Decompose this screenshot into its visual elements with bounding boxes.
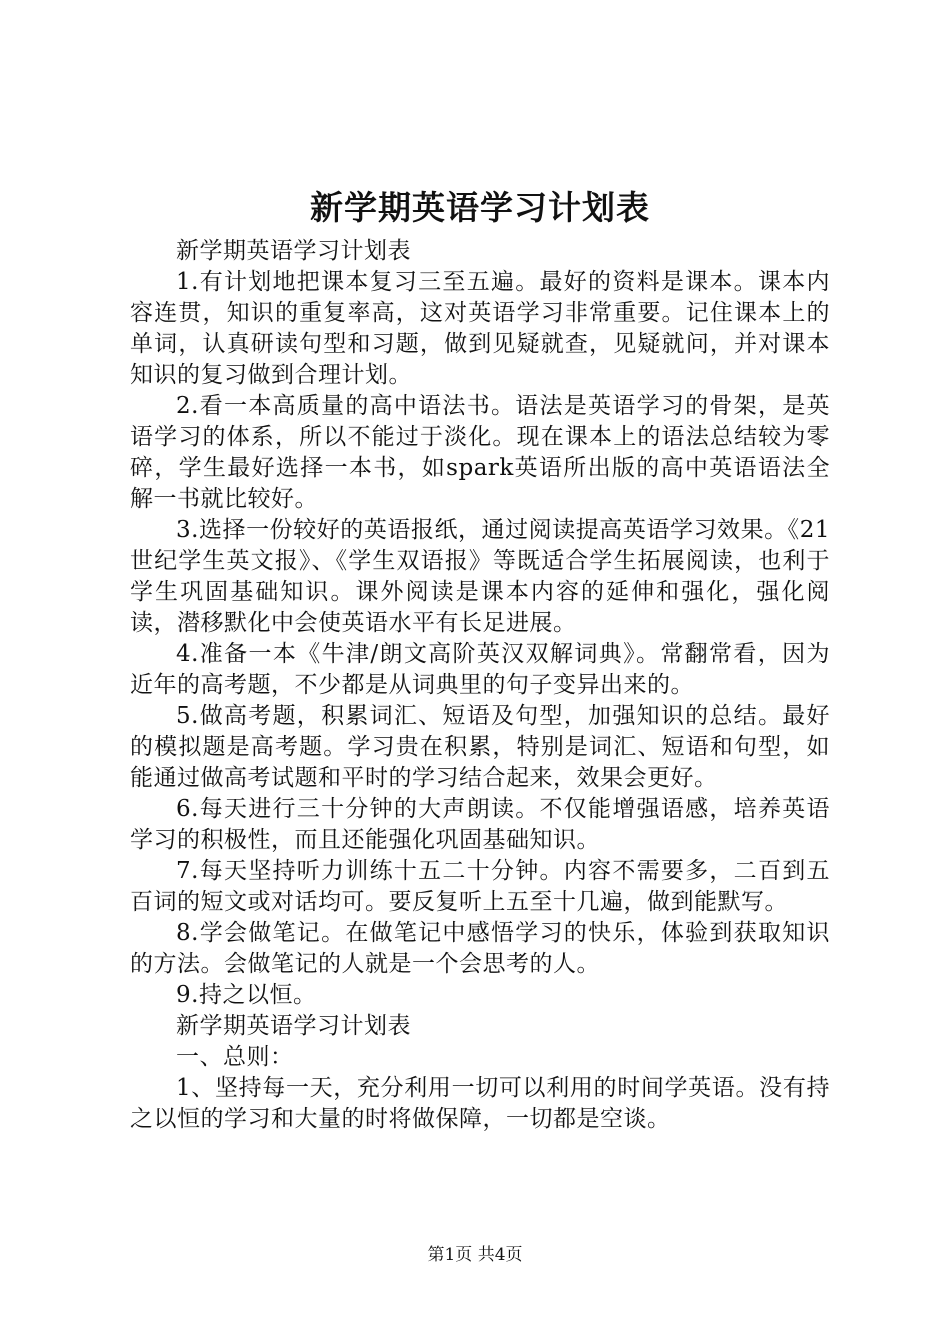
paragraph: 5.做高考题，积累词汇、短语及句型，加强知识的总结。最好的模拟题是高考题。学习贵在积累，特别是词汇、短语和句型，如能通过做高考试题和平时的学习结合起来，效果会更好。	[130, 703, 830, 791]
document-body	[130, 180, 830, 1135]
paragraph: 1、坚持每一天，充分利用一切可以利用的时间学英语。没有持之以恒的学习和大量的时将做保障，一切都是空谈。	[130, 1075, 830, 1132]
page-footer: 第1页 共4页	[427, 1245, 523, 1265]
paragraph: 3.选择一份较好的英语报纸，通过阅读提高英语学习效果。《21世纪学生英文报》、《学生双语报》等既适合学生拓展阅读，也利于学生巩固基础知识。课外阅读是课本内容的延伸和强化，强化阅读，潜移默化中会使英语水平有长足进展。	[130, 517, 830, 636]
paragraph: 6.每天进行三十分钟的大声朗读。不仅能增强语感，培养英语学习的积极性，而且还能强化巩固基础知识。	[130, 796, 830, 853]
paragraph: 新学期英语学习计划表	[176, 238, 411, 264]
paragraph: 4.准备一本《牛津/朗文高阶英汉双解词典》。常翻常看，因为近年的高考题，不少都是从词典里的句子变异出来的。	[130, 641, 830, 698]
paragraph: 一、总则：	[176, 1044, 294, 1070]
paragraph: 8.学会做笔记。在做笔记中感悟学习的快乐，体验到获取知识的方法。会做笔记的人就是一个会思考的人。	[130, 920, 830, 977]
paragraph: 9.持之以恒。	[176, 982, 317, 1008]
paragraph: 新学期英语学习计划表	[176, 1013, 411, 1039]
document-title: 新学期英语学习计划表	[310, 188, 650, 227]
paragraph: 7.每天坚持听力训练十五二十分钟。内容不需要多，二百到五百词的短文或对话均可。要反复听上五至十几遍，做到能默写。	[130, 858, 830, 915]
paragraph: 2.看一本高质量的高中语法书。语法是英语学习的骨架，是英语学习的体系，所以不能过于淡化。现在课本上的语法总结较为零碎，学生最好选择一本书，如spark英语所出版的高中英语语法全解一书就比较好。	[130, 393, 830, 512]
paragraph: 1.有计划地把课本复习三至五遍。最好的资料是课本。课本内容连贯，知识的重复率高，这对英语学习非常重要。记住课本上的单词，认真研读句型和习题，做到见疑就查，见疑就问，并对课本知识的复习做到合理计划。	[130, 269, 830, 388]
